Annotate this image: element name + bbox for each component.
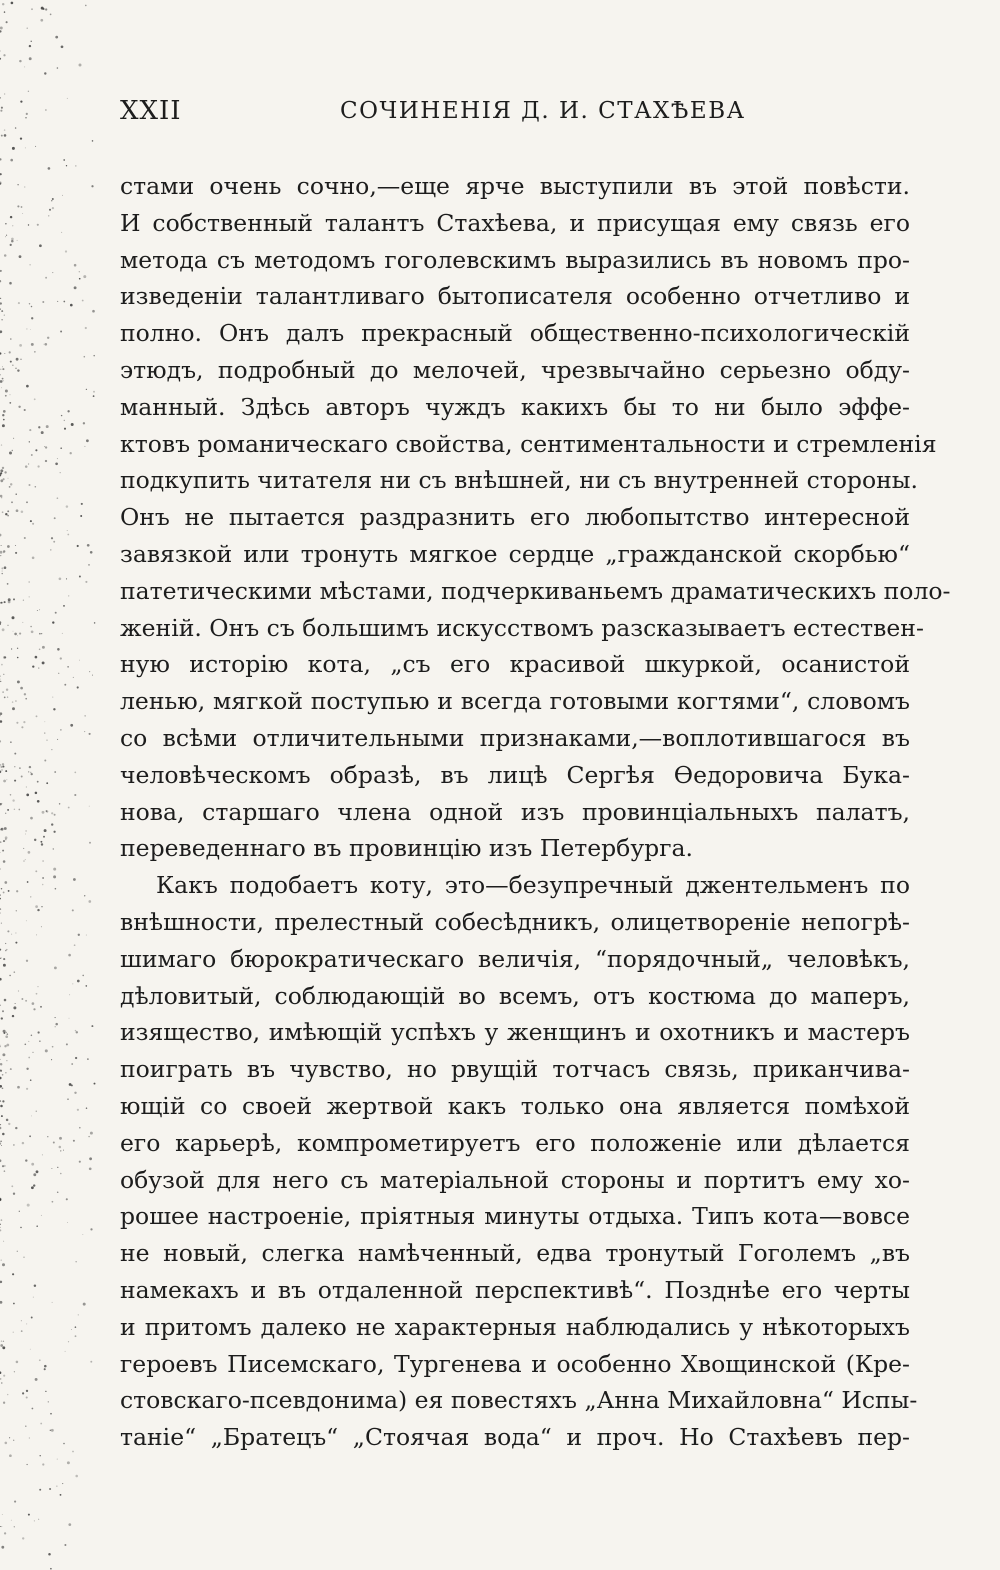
text-line: нова, старшаго члена одной изъ провинціальныхъ палатъ,: [120, 797, 910, 826]
text-line: таніе“ „Братецъ“ „Стоячая вода“ и проч. Но Стахѣевъ пер-: [120, 1423, 910, 1452]
text-line: метода съ методомъ гоголевскимъ выразились въ новомъ про-: [120, 245, 910, 274]
scan-margin-speckle: [0, 0, 100, 1570]
body-text: [120, 168, 951, 1456]
paragraph-1: [120, 168, 951, 867]
text-line: женій. Онъ съ большимъ искусствомъ разсказываетъ естествен-: [120, 613, 924, 642]
text-line: не новый, слегка намѣченный, едва тронутый Гоголемъ „въ: [120, 1239, 910, 1268]
text-line: его карьерѣ, компрометируетъ его положеніе или дѣлается: [120, 1128, 910, 1157]
text-line: завязкой или тронуть мягкое сердце „гражданской скорбью“: [120, 539, 910, 568]
text-line: внѣшности, прелестный собесѣдникъ, олицетвореніе непогрѣ-: [120, 907, 910, 936]
text-line: со всѣми отличительными признаками,—воплотившагося въ: [120, 723, 910, 752]
running-title: СОЧИНЕНІЯ Д. И. СТАХѢЕВА: [340, 98, 746, 124]
text-line: патетическими мѣстами, подчеркиваньемъ драматическихъ поло-: [120, 576, 951, 605]
running-header: [120, 96, 920, 136]
text-line: рошее настроеніе, пріятныя минуты отдыха. Типъ кота—вовсе: [120, 1202, 910, 1231]
text-line: дѣловитый, соблюдающій во всемъ, отъ костюма до маперъ,: [120, 981, 910, 1010]
text-line: и притомъ далеко не характерныя наблюдались у нѣкоторыхъ: [120, 1312, 910, 1341]
text-line: шимаго бюрократическаго величія, “порядочный„ человѣкъ,: [120, 944, 910, 973]
text-line: ленью, мягкой поступью и всегда готовыми когтями“, словомъ: [120, 687, 910, 716]
text-line: героевъ Писемскаго, Тургенева и особенно Хвощинской (Кре-: [120, 1349, 910, 1378]
text-line: намекахъ и въ отдаленной перспективѣ“. Позднѣе его черты: [120, 1275, 910, 1304]
text-line: изведеніи талантливаго бытописателя особенно отчетливо и: [120, 282, 910, 311]
text-line: этюдъ, подробный до мелочей, чрезвычайно серьезно обду-: [120, 355, 910, 384]
text-line: ющій со своей жертвой какъ только она является помѣхой: [120, 1091, 910, 1120]
text-line: стовскаго-псевдонима) ея повестяхъ „Анна Михайловна“ Испы-: [120, 1386, 918, 1415]
text-line: изящество, имѣющій успѣхъ у женщинъ и охотникъ и мастеръ: [120, 1018, 910, 1047]
text-line: поиграть въ чувство, но рвущій тотчасъ связь, приканчива-: [120, 1055, 910, 1084]
text-line: полно. Онъ далъ прекрасный общественно-психологическій: [120, 319, 910, 348]
text-line: Какъ подобаетъ коту, это—безупречный джентельменъ по: [156, 871, 910, 900]
text-line: стами очень сочно,—еще ярче выступили въ этой повѣсти.: [120, 172, 910, 200]
text-line: человѣческомъ образѣ, въ лицѣ Сергѣя Ѳедоровича Бука-: [120, 760, 910, 789]
text-line: ктовъ романическаго свойства, сентиментальности и стремленія: [120, 429, 937, 458]
text-line: ную исторію кота, „съ его красивой шкуркой, осанистой: [120, 650, 910, 679]
text-line: подкупить читателя ни съ внѣшней, ни съ внутренней стороны.: [120, 466, 918, 495]
text-line: манный. Здѣсь авторъ чуждъ какихъ бы то ни было эффе-: [120, 392, 910, 421]
page-number: XXII: [120, 96, 182, 126]
paragraph-2: [120, 867, 918, 1456]
text-line: И собственный талантъ Стахѣева, и присущая ему связь его: [120, 208, 910, 237]
text-line: обузой для него съ матеріальной стороны и портитъ ему хо-: [120, 1165, 910, 1194]
text-line: Онъ не пытается раздразнить его любопытство интересной: [120, 503, 910, 532]
text-line: переведеннаго въ провинцію изъ Петербурга.: [120, 834, 693, 863]
